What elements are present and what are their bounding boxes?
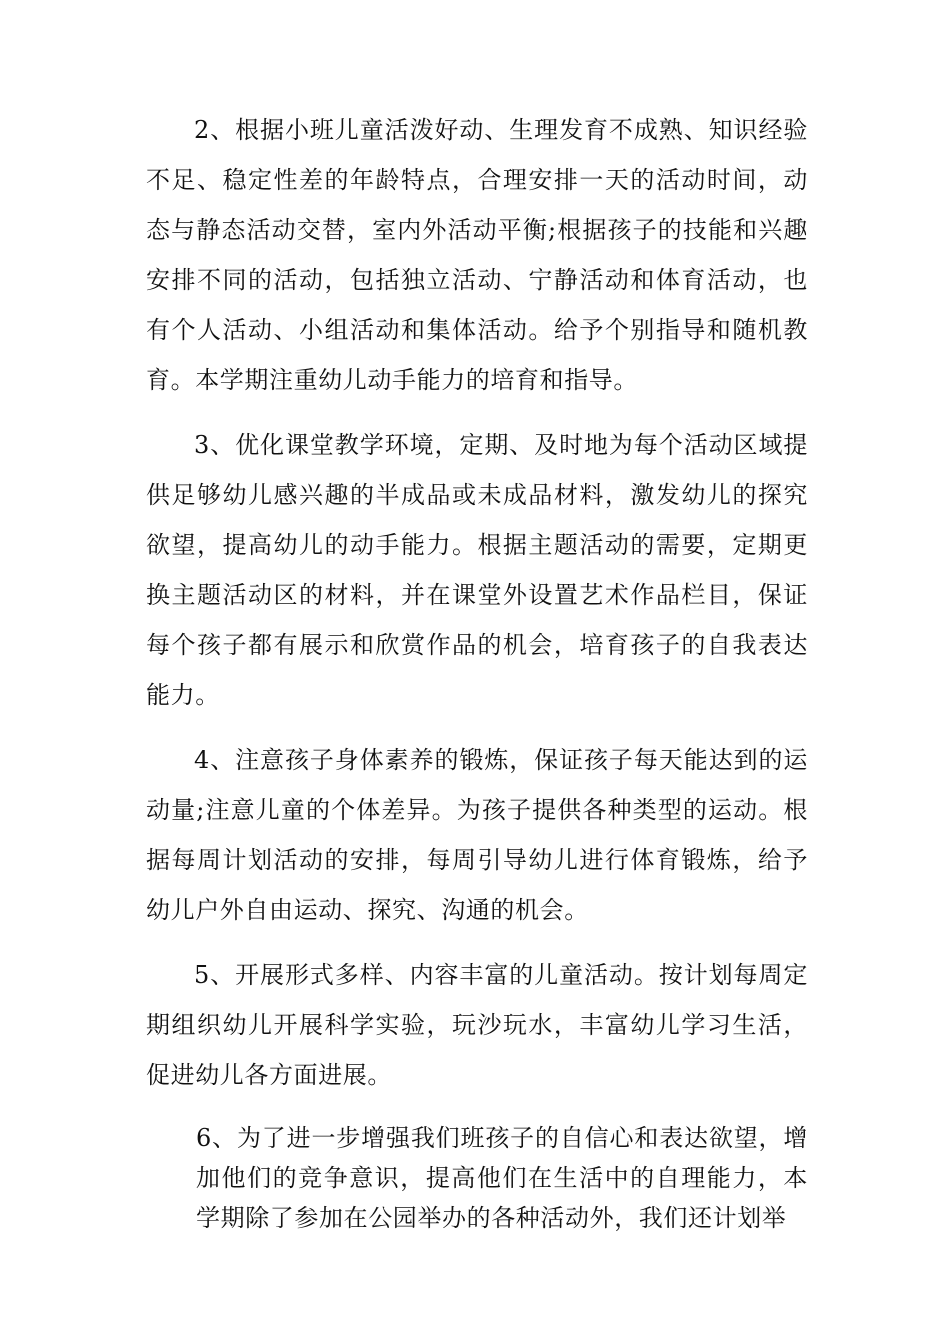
paragraph-4: 4、注意孩子身体素养的锻炼，保证孩子每天能达到的运动量;注意儿童的个体差异。为孩子提供各种类型的运动。根据每周计划活动的安排，每周引导幼儿进行体育锻炼，给予幼儿户外自由运动、探究、沟通的机会。 [146,746,808,924]
paragraph-3: 3、优化课堂教学环境，定期、及时地为每个活动区域提供足够幼儿感兴趣的半成品或未成品材料，激发幼儿的探究欲望，提高幼儿的动手能力。根据主题活动的需要，定期更换主题活动区的材料，并在课堂外设置艺术作品栏目，保证每个孩子都有展示和欣赏作品的机会，培育孩子的自我表达能力。 [146,431,808,709]
paragraph-5: 5、开展形式多样、内容丰富的儿童活动。按计划每周定期组织幼儿开展科学实验，玩沙玩水，丰富幼儿学习生活，促进幼儿各方面进展。 [146,961,808,1089]
paragraph-6: 6、为了进一步增强我们班孩子的自信心和表达欲望，增加他们的竞争意识，提高他们在生活中的自理能力，本学期除了参加在公园举办的各种活动外，我们还计划举 [196,1124,808,1232]
paragraph-2: 2、根据小班儿童活泼好动、生理发育不成熟、知识经验不足、稳定性差的年龄特点，合理安排一天的活动时间，动态与静态活动交替，室内外活动平衡;根据孩子的技能和兴趣安排不同的活动，包括独立活动、宁静活动和体育活动，也有个人活动、小组活动和集体活动。给予个别指导和随机教育。本学期注重幼儿动手能力的培育和指导。 [146,116,808,394]
